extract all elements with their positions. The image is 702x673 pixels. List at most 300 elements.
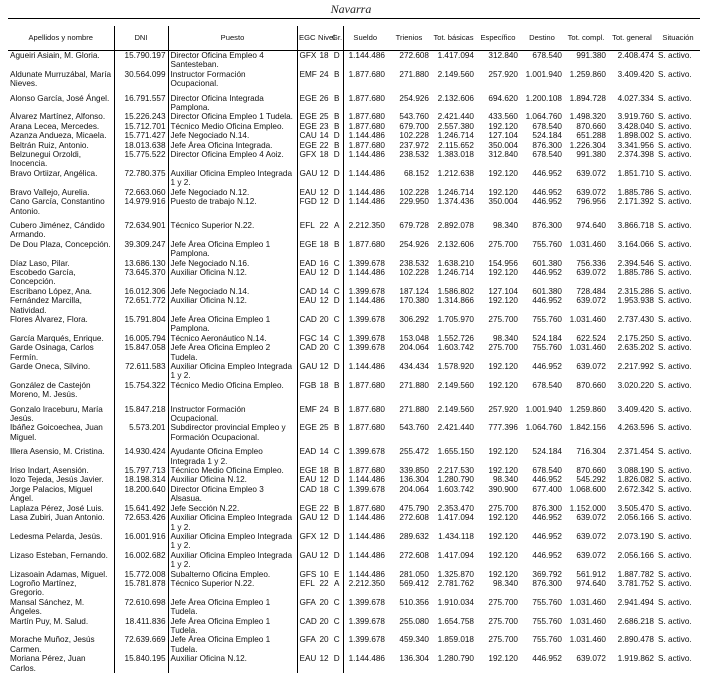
cell-total-complementos: 639.072 — [564, 296, 608, 315]
cell-level: 25 — [317, 112, 331, 121]
cell-salary: 1.144.486 — [343, 51, 387, 70]
cell-situacion: S. activo. — [656, 141, 700, 150]
cell-total-basicas: 1.910.034 — [431, 598, 476, 617]
cell-total-general: 1.898.002 — [608, 131, 656, 140]
cell-situacion: S. activo. — [656, 315, 700, 334]
cell-destino: 446.952 — [520, 169, 564, 188]
table-row — [8, 287, 700, 296]
cell-total-general: 3.088.190 — [608, 466, 656, 475]
cell-especifico: 694.620 — [476, 89, 520, 113]
cell-destino: 446.952 — [520, 513, 564, 532]
cell-level: 10 — [317, 570, 331, 579]
column-header-name: Apellidos y nombre — [8, 26, 114, 51]
cell-group: B — [331, 504, 343, 513]
cell-especifico: 192.120 — [476, 188, 520, 197]
cell-salary: 1.144.486 — [343, 475, 387, 484]
cell-dni: 72.639.669 — [114, 635, 168, 654]
cell-especifico: 312.840 — [476, 150, 520, 169]
cell-total-complementos: 870.660 — [564, 466, 608, 475]
cell-destino: 677.400 — [520, 485, 564, 504]
cell-dni: 72.663.060 — [114, 188, 168, 197]
cell-position: Auxiliar Oficina N.12. — [168, 654, 297, 673]
cell-trienios: 102.228 — [387, 268, 431, 287]
cell-name: Gonzalo Iraceburu, María Jesús. — [8, 400, 114, 424]
cell-total-complementos: 1.226.304 — [564, 141, 608, 150]
cell-salary: 1.877.680 — [343, 89, 387, 113]
cell-especifico: 192.120 — [476, 169, 520, 188]
cell-especifico: 275.700 — [476, 598, 520, 617]
cell-trienios: 569.412 — [387, 579, 431, 598]
cell-position: Jefe Negociado N.12. — [168, 188, 297, 197]
cell-group: B — [331, 466, 343, 475]
page-header: Navarra — [0, 2, 702, 16]
cell-dni: 72.610.698 — [114, 598, 168, 617]
cell-total-complementos: 639.072 — [564, 188, 608, 197]
cell-position: Ayudante Oficina Empleo Integrada 1 y 2. — [168, 442, 297, 466]
cell-total-general: 3.505.470 — [608, 504, 656, 513]
cell-total-general: 3.866.718 — [608, 216, 656, 240]
top-rule — [8, 18, 700, 19]
cell-total-general: 1.919.862 — [608, 654, 656, 673]
cell-total-complementos: 1.259.860 — [564, 400, 608, 424]
cell-level: 20 — [317, 617, 331, 636]
cell-total-basicas: 1.417.094 — [431, 513, 476, 532]
cell-salary: 1.144.486 — [343, 131, 387, 140]
cell-name: De Dou Plaza, Concepción. — [8, 240, 114, 259]
cell-position: Director Oficina Empleo 4 Aoiz. — [168, 150, 297, 169]
cell-egc: EAD — [297, 442, 317, 466]
cell-salary: 1.144.486 — [343, 551, 387, 570]
table-row — [8, 188, 700, 197]
cell-salary: 1.144.486 — [343, 362, 387, 381]
cell-situacion: S. activo. — [656, 400, 700, 424]
header-row — [8, 26, 700, 51]
cell-trienios: 255.080 — [387, 617, 431, 636]
cell-dni: 16.012.306 — [114, 287, 168, 296]
cell-trienios: 136.304 — [387, 654, 431, 673]
cell-situacion: S. activo. — [656, 296, 700, 315]
cell-salary: 1.399.678 — [343, 617, 387, 636]
cell-name: Garde Osinaga, Carlos Fermín. — [8, 343, 114, 362]
cell-total-complementos: 1.031.460 — [564, 343, 608, 362]
cell-situacion: S. activo. — [656, 635, 700, 654]
cell-total-basicas: 1.654.758 — [431, 617, 476, 636]
cell-total-complementos: 622.524 — [564, 334, 608, 343]
table-row — [8, 112, 700, 121]
cell-trienios: 434.434 — [387, 362, 431, 381]
cell-egc: FGB — [297, 381, 317, 400]
cell-total-general: 2.171.392 — [608, 197, 656, 216]
cell-name: Azanza Andueza, Micaela. — [8, 131, 114, 140]
cell-position: Auxiliar Oficina Empleo Integrada 1 y 2. — [168, 513, 297, 532]
cell-level: 18 — [317, 240, 331, 259]
cell-total-basicas: 1.246.714 — [431, 268, 476, 287]
cell-total-basicas: 1.578.920 — [431, 362, 476, 381]
cell-total-basicas: 2.149.560 — [431, 381, 476, 400]
cell-total-general: 3.428.040 — [608, 122, 656, 131]
cell-total-basicas: 2.217.530 — [431, 466, 476, 475]
cell-position: Director Oficina Empleo 3 Alsasua. — [168, 485, 297, 504]
cell-situacion: S. activo. — [656, 70, 700, 89]
column-header-trienios: Trienios — [387, 26, 431, 51]
cell-level: 20 — [317, 315, 331, 334]
cell-level: 12 — [317, 513, 331, 532]
cell-especifico: 192.120 — [476, 122, 520, 131]
cell-name: Lizaso Esteban, Fernando. — [8, 551, 114, 570]
column-header-position: Puesto — [168, 26, 297, 51]
cell-egc: GAU — [297, 362, 317, 381]
cell-total-general: 1.887.782 — [608, 570, 656, 579]
table-row — [8, 216, 700, 240]
cell-position: Jefe Área Oficina Empleo 1 Pamplona. — [168, 240, 297, 259]
cell-level: 22 — [317, 579, 331, 598]
cell-trienios: 459.340 — [387, 635, 431, 654]
cell-trienios: 339.850 — [387, 466, 431, 475]
cell-group: D — [331, 188, 343, 197]
cell-total-general: 2.737.430 — [608, 315, 656, 334]
cell-total-general: 2.217.992 — [608, 362, 656, 381]
cell-egc: GFX — [297, 150, 317, 169]
cell-egc: GAU — [297, 551, 317, 570]
cell-especifico: 98.340 — [476, 475, 520, 484]
cell-total-basicas: 2.149.560 — [431, 400, 476, 424]
cell-level: 14 — [317, 442, 331, 466]
cell-total-basicas: 2.421.440 — [431, 112, 476, 121]
table-row — [8, 423, 700, 442]
cell-group: B — [331, 122, 343, 131]
cell-name: Agueiri Asiain, M. Gloria. — [8, 51, 114, 70]
cell-level: 12 — [317, 197, 331, 216]
cell-trienios: 238.532 — [387, 259, 431, 268]
column-header-total-basicas: Tot. básicas — [431, 26, 476, 51]
cell-total-complementos: 870.660 — [564, 381, 608, 400]
cell-egc: EMF — [297, 70, 317, 89]
cell-especifico: 275.700 — [476, 315, 520, 334]
cell-position: Auxiliar Oficina Empleo Integrada 1 y 2. — [168, 532, 297, 551]
cell-total-complementos: 639.072 — [564, 362, 608, 381]
cell-group: A — [331, 216, 343, 240]
cell-position: Jefe Área Oficina Empleo 2 Tudela. — [168, 343, 297, 362]
cell-total-complementos: 1.152.000 — [564, 504, 608, 513]
cell-total-complementos: 728.484 — [564, 287, 608, 296]
cell-name: Iriso Indart, Asensión. — [8, 466, 114, 475]
table-row — [8, 268, 700, 287]
cell-situacion: S. activo. — [656, 169, 700, 188]
cell-egc: EAU — [297, 475, 317, 484]
cell-level: 22 — [317, 504, 331, 513]
cell-especifico: 192.120 — [476, 513, 520, 532]
cell-name: Beltrán Ruiz, Antonio. — [8, 141, 114, 150]
cell-situacion: S. activo. — [656, 551, 700, 570]
cell-situacion: S. activo. — [656, 51, 700, 70]
cell-total-basicas: 2.557.380 — [431, 122, 476, 131]
cell-destino: 1.064.760 — [520, 423, 564, 442]
cell-level: 20 — [317, 635, 331, 654]
cell-group: E — [331, 570, 343, 579]
table-row — [8, 70, 700, 89]
cell-total-basicas: 2.353.470 — [431, 504, 476, 513]
cell-salary: 1.399.678 — [343, 315, 387, 334]
cell-level: 25 — [317, 423, 331, 442]
cell-situacion: S. activo. — [656, 259, 700, 268]
cell-level: 18 — [317, 485, 331, 504]
cell-group: D — [331, 131, 343, 140]
cell-total-general: 2.635.202 — [608, 343, 656, 362]
cell-egc: EMF — [297, 400, 317, 424]
cell-trienios: 281.050 — [387, 570, 431, 579]
cell-situacion: S. activo. — [656, 475, 700, 484]
cell-salary: 1.877.680 — [343, 240, 387, 259]
cell-trienios: 102.228 — [387, 131, 431, 140]
cell-destino: 524.184 — [520, 442, 564, 466]
cell-destino: 755.760 — [520, 343, 564, 362]
cell-level: 12 — [317, 296, 331, 315]
cell-group: B — [331, 89, 343, 113]
cell-position: Instructor Formación Ocupacional. — [168, 400, 297, 424]
cell-especifico: 192.120 — [476, 551, 520, 570]
cell-salary: 1.144.486 — [343, 268, 387, 287]
table-row — [8, 141, 700, 150]
cell-egc: FGC — [297, 334, 317, 343]
cell-level: 18 — [317, 466, 331, 475]
cell-position: Director Oficina Integrada Pamplona. — [168, 89, 297, 113]
cell-dni: 15.226.243 — [114, 112, 168, 121]
cell-total-general: 3.341.956 — [608, 141, 656, 150]
cell-destino: 446.952 — [520, 197, 564, 216]
cell-trienios: 271.880 — [387, 70, 431, 89]
cell-total-basicas: 1.638.210 — [431, 259, 476, 268]
cell-situacion: S. activo. — [656, 570, 700, 579]
cell-trienios: 255.472 — [387, 442, 431, 466]
cell-trienios: 271.880 — [387, 400, 431, 424]
cell-total-complementos: 1.498.320 — [564, 112, 608, 121]
cell-total-general: 4.027.334 — [608, 89, 656, 113]
cell-salary: 1.877.680 — [343, 141, 387, 150]
cell-situacion: S. activo. — [656, 197, 700, 216]
cell-level: 20 — [317, 598, 331, 617]
table-row — [8, 466, 700, 475]
column-header-destino: Destino — [520, 26, 564, 51]
cell-level: 12 — [317, 475, 331, 484]
cell-destino: 755.760 — [520, 315, 564, 334]
cell-total-complementos: 1.031.460 — [564, 635, 608, 654]
cell-especifico: 275.700 — [476, 617, 520, 636]
cell-dni: 13.686.130 — [114, 259, 168, 268]
cell-name: Bravo Vallejo, Aurelia. — [8, 188, 114, 197]
cell-egc: CAD — [297, 343, 317, 362]
cell-level: 26 — [317, 89, 331, 113]
cell-especifico: 192.120 — [476, 442, 520, 466]
cell-group: D — [331, 362, 343, 381]
cell-destino: 446.952 — [520, 268, 564, 287]
column-header-situacion: Situación — [656, 26, 700, 51]
cell-group: B — [331, 112, 343, 121]
table-row — [8, 551, 700, 570]
cell-dni: 72.611.583 — [114, 362, 168, 381]
cell-total-complementos: 1.842.156 — [564, 423, 608, 442]
cell-trienios: 204.064 — [387, 485, 431, 504]
cell-especifico: 127.104 — [476, 287, 520, 296]
cell-situacion: S. activo. — [656, 150, 700, 169]
cell-name: Iozo Tejeda, Jesús Javier. — [8, 475, 114, 484]
cell-position: Director Oficina Empleo 1 Tudela. — [168, 112, 297, 121]
cell-total-general: 2.056.166 — [608, 551, 656, 570]
cell-salary: 1.877.680 — [343, 423, 387, 442]
cell-dni: 15.781.878 — [114, 579, 168, 598]
cell-group: D — [331, 296, 343, 315]
cell-group: C — [331, 287, 343, 296]
cell-total-general: 2.374.398 — [608, 150, 656, 169]
table-row — [8, 513, 700, 532]
cell-position: Puesto de trabajo N.12. — [168, 197, 297, 216]
cell-name: Moriana Pérez, Juan Carlos. — [8, 654, 114, 673]
cell-trienios: 272.608 — [387, 551, 431, 570]
cell-group: D — [331, 197, 343, 216]
cell-destino: 755.760 — [520, 598, 564, 617]
table-row — [8, 579, 700, 598]
cell-total-complementos: 639.072 — [564, 551, 608, 570]
cell-dni: 15.847.058 — [114, 343, 168, 362]
cell-salary: 1.399.678 — [343, 287, 387, 296]
cell-position: Auxiliar Oficina N.12. — [168, 296, 297, 315]
cell-total-general: 2.371.454 — [608, 442, 656, 466]
cell-total-complementos: 639.072 — [564, 513, 608, 532]
cell-name: Lizasoain Adamas, Miguel. — [8, 570, 114, 579]
cell-destino: 446.952 — [520, 654, 564, 673]
cell-salary: 1.877.680 — [343, 122, 387, 131]
cell-trienios: 238.532 — [387, 150, 431, 169]
cell-total-general: 1.851.710 — [608, 169, 656, 188]
cell-salary: 1.399.678 — [343, 485, 387, 504]
cell-salary: 1.144.486 — [343, 513, 387, 532]
cell-salary: 1.877.680 — [343, 466, 387, 475]
cell-destino: 369.792 — [520, 570, 564, 579]
cell-especifico: 98.340 — [476, 579, 520, 598]
cell-total-basicas: 1.705.970 — [431, 315, 476, 334]
cell-egc: EAU — [297, 188, 317, 197]
cell-group: C — [331, 343, 343, 362]
cell-dni: 15.797.713 — [114, 466, 168, 475]
cell-total-general: 3.409.420 — [608, 400, 656, 424]
cell-especifico: 127.104 — [476, 131, 520, 140]
cell-position: Técnico Superior N.22. — [168, 579, 297, 598]
cell-egc: EFL — [297, 216, 317, 240]
cell-egc: GFS — [297, 570, 317, 579]
cell-position: Instructor Formación Ocupacional. — [168, 70, 297, 89]
cell-position: Técnico Superior N.22. — [168, 216, 297, 240]
cell-group: B — [331, 423, 343, 442]
column-header-egc: EGC — [297, 26, 317, 51]
cell-position: Director Oficina Empleo 4 Santesteban. — [168, 51, 297, 70]
cell-trienios: 254.926 — [387, 240, 431, 259]
cell-group: C — [331, 334, 343, 343]
cell-total-general: 2.408.474 — [608, 51, 656, 70]
cell-situacion: S. activo. — [656, 381, 700, 400]
cell-dni: 15.840.195 — [114, 654, 168, 673]
cell-especifico: 192.120 — [476, 654, 520, 673]
cell-name: Martín Puy, M. Salud. — [8, 617, 114, 636]
cell-total-complementos: 1.259.860 — [564, 70, 608, 89]
cell-situacion: S. activo. — [656, 131, 700, 140]
cell-situacion: S. activo. — [656, 89, 700, 113]
cell-dni: 15.641.492 — [114, 504, 168, 513]
table-row — [8, 381, 700, 400]
cell-name: Bravo Ortiizar, Angélica. — [8, 169, 114, 188]
table-row — [8, 362, 700, 381]
cell-egc: FGD — [297, 197, 317, 216]
cell-level: 24 — [317, 70, 331, 89]
cell-position: Auxiliar Oficina Empleo Integrada 1 y 2. — [168, 551, 297, 570]
cell-name: Cubero Jiménez, Cándido Armando. — [8, 216, 114, 240]
cell-situacion: S. activo. — [656, 343, 700, 362]
cell-destino: 601.380 — [520, 259, 564, 268]
cell-level: 16 — [317, 259, 331, 268]
cell-name: Ibáñez Goicoechea, Juan Miguel. — [8, 423, 114, 442]
cell-egc: GAU — [297, 169, 317, 188]
table-row — [8, 617, 700, 636]
cell-position: Técnico Medio Oficina Empleo. — [168, 466, 297, 475]
cell-position: Jefe Área Oficina Empleo 1 Tudela. — [168, 617, 297, 636]
cell-name: Garde Oneca, Silvino. — [8, 362, 114, 381]
cell-group: C — [331, 598, 343, 617]
cell-trienios: 68.152 — [387, 169, 431, 188]
cell-total-complementos: 1.068.600 — [564, 485, 608, 504]
table-row — [8, 169, 700, 188]
cell-dni: 18.013.638 — [114, 141, 168, 150]
cell-level: 18 — [317, 381, 331, 400]
cell-group: B — [331, 141, 343, 150]
cell-name: Escobedo García, Concepción. — [8, 268, 114, 287]
table-row — [8, 504, 700, 513]
cell-total-complementos: 561.912 — [564, 570, 608, 579]
cell-egc: EGE — [297, 112, 317, 121]
cell-position: Subalterno Oficina Empleo. — [168, 570, 297, 579]
cell-name: Laplaza Pérez, José Luis. — [8, 504, 114, 513]
cell-group: C — [331, 485, 343, 504]
cell-egc: EFL — [297, 579, 317, 598]
cell-position: Jefe Área Oficina Empleo 1 Tudela. — [168, 598, 297, 617]
cell-destino: 876.300 — [520, 141, 564, 150]
cell-level: 12 — [317, 169, 331, 188]
cell-position: Auxiliar Oficina N.12. — [168, 475, 297, 484]
cell-total-basicas: 1.246.714 — [431, 188, 476, 197]
column-header-dni: DNI — [114, 26, 168, 51]
cell-total-general: 2.941.494 — [608, 598, 656, 617]
cell-position: Jefe Negociado N.16. — [168, 259, 297, 268]
cell-total-complementos: 756.336 — [564, 259, 608, 268]
cell-name: Escribano López, Ana. — [8, 287, 114, 296]
cell-especifico: 192.120 — [476, 570, 520, 579]
cell-dni: 16.002.682 — [114, 551, 168, 570]
table-row — [8, 259, 700, 268]
cell-group: A — [331, 579, 343, 598]
cell-trienios: 237.972 — [387, 141, 431, 150]
cell-total-general: 3.020.220 — [608, 381, 656, 400]
cell-total-general: 3.919.760 — [608, 112, 656, 121]
cell-destino: 446.952 — [520, 188, 564, 197]
cell-level: 24 — [317, 400, 331, 424]
cell-destino: 755.760 — [520, 635, 564, 654]
table-row — [8, 485, 700, 504]
cell-especifico: 433.560 — [476, 112, 520, 121]
cell-position: Auxiliar Oficina Empleo Integrada 1 y 2. — [168, 169, 297, 188]
cell-trienios: 272.608 — [387, 513, 431, 532]
cell-level: 14 — [317, 287, 331, 296]
cell-group: B — [331, 400, 343, 424]
cell-total-basicas: 1.434.118 — [431, 532, 476, 551]
cell-situacion: S. activo. — [656, 112, 700, 121]
cell-especifico: 257.920 — [476, 400, 520, 424]
